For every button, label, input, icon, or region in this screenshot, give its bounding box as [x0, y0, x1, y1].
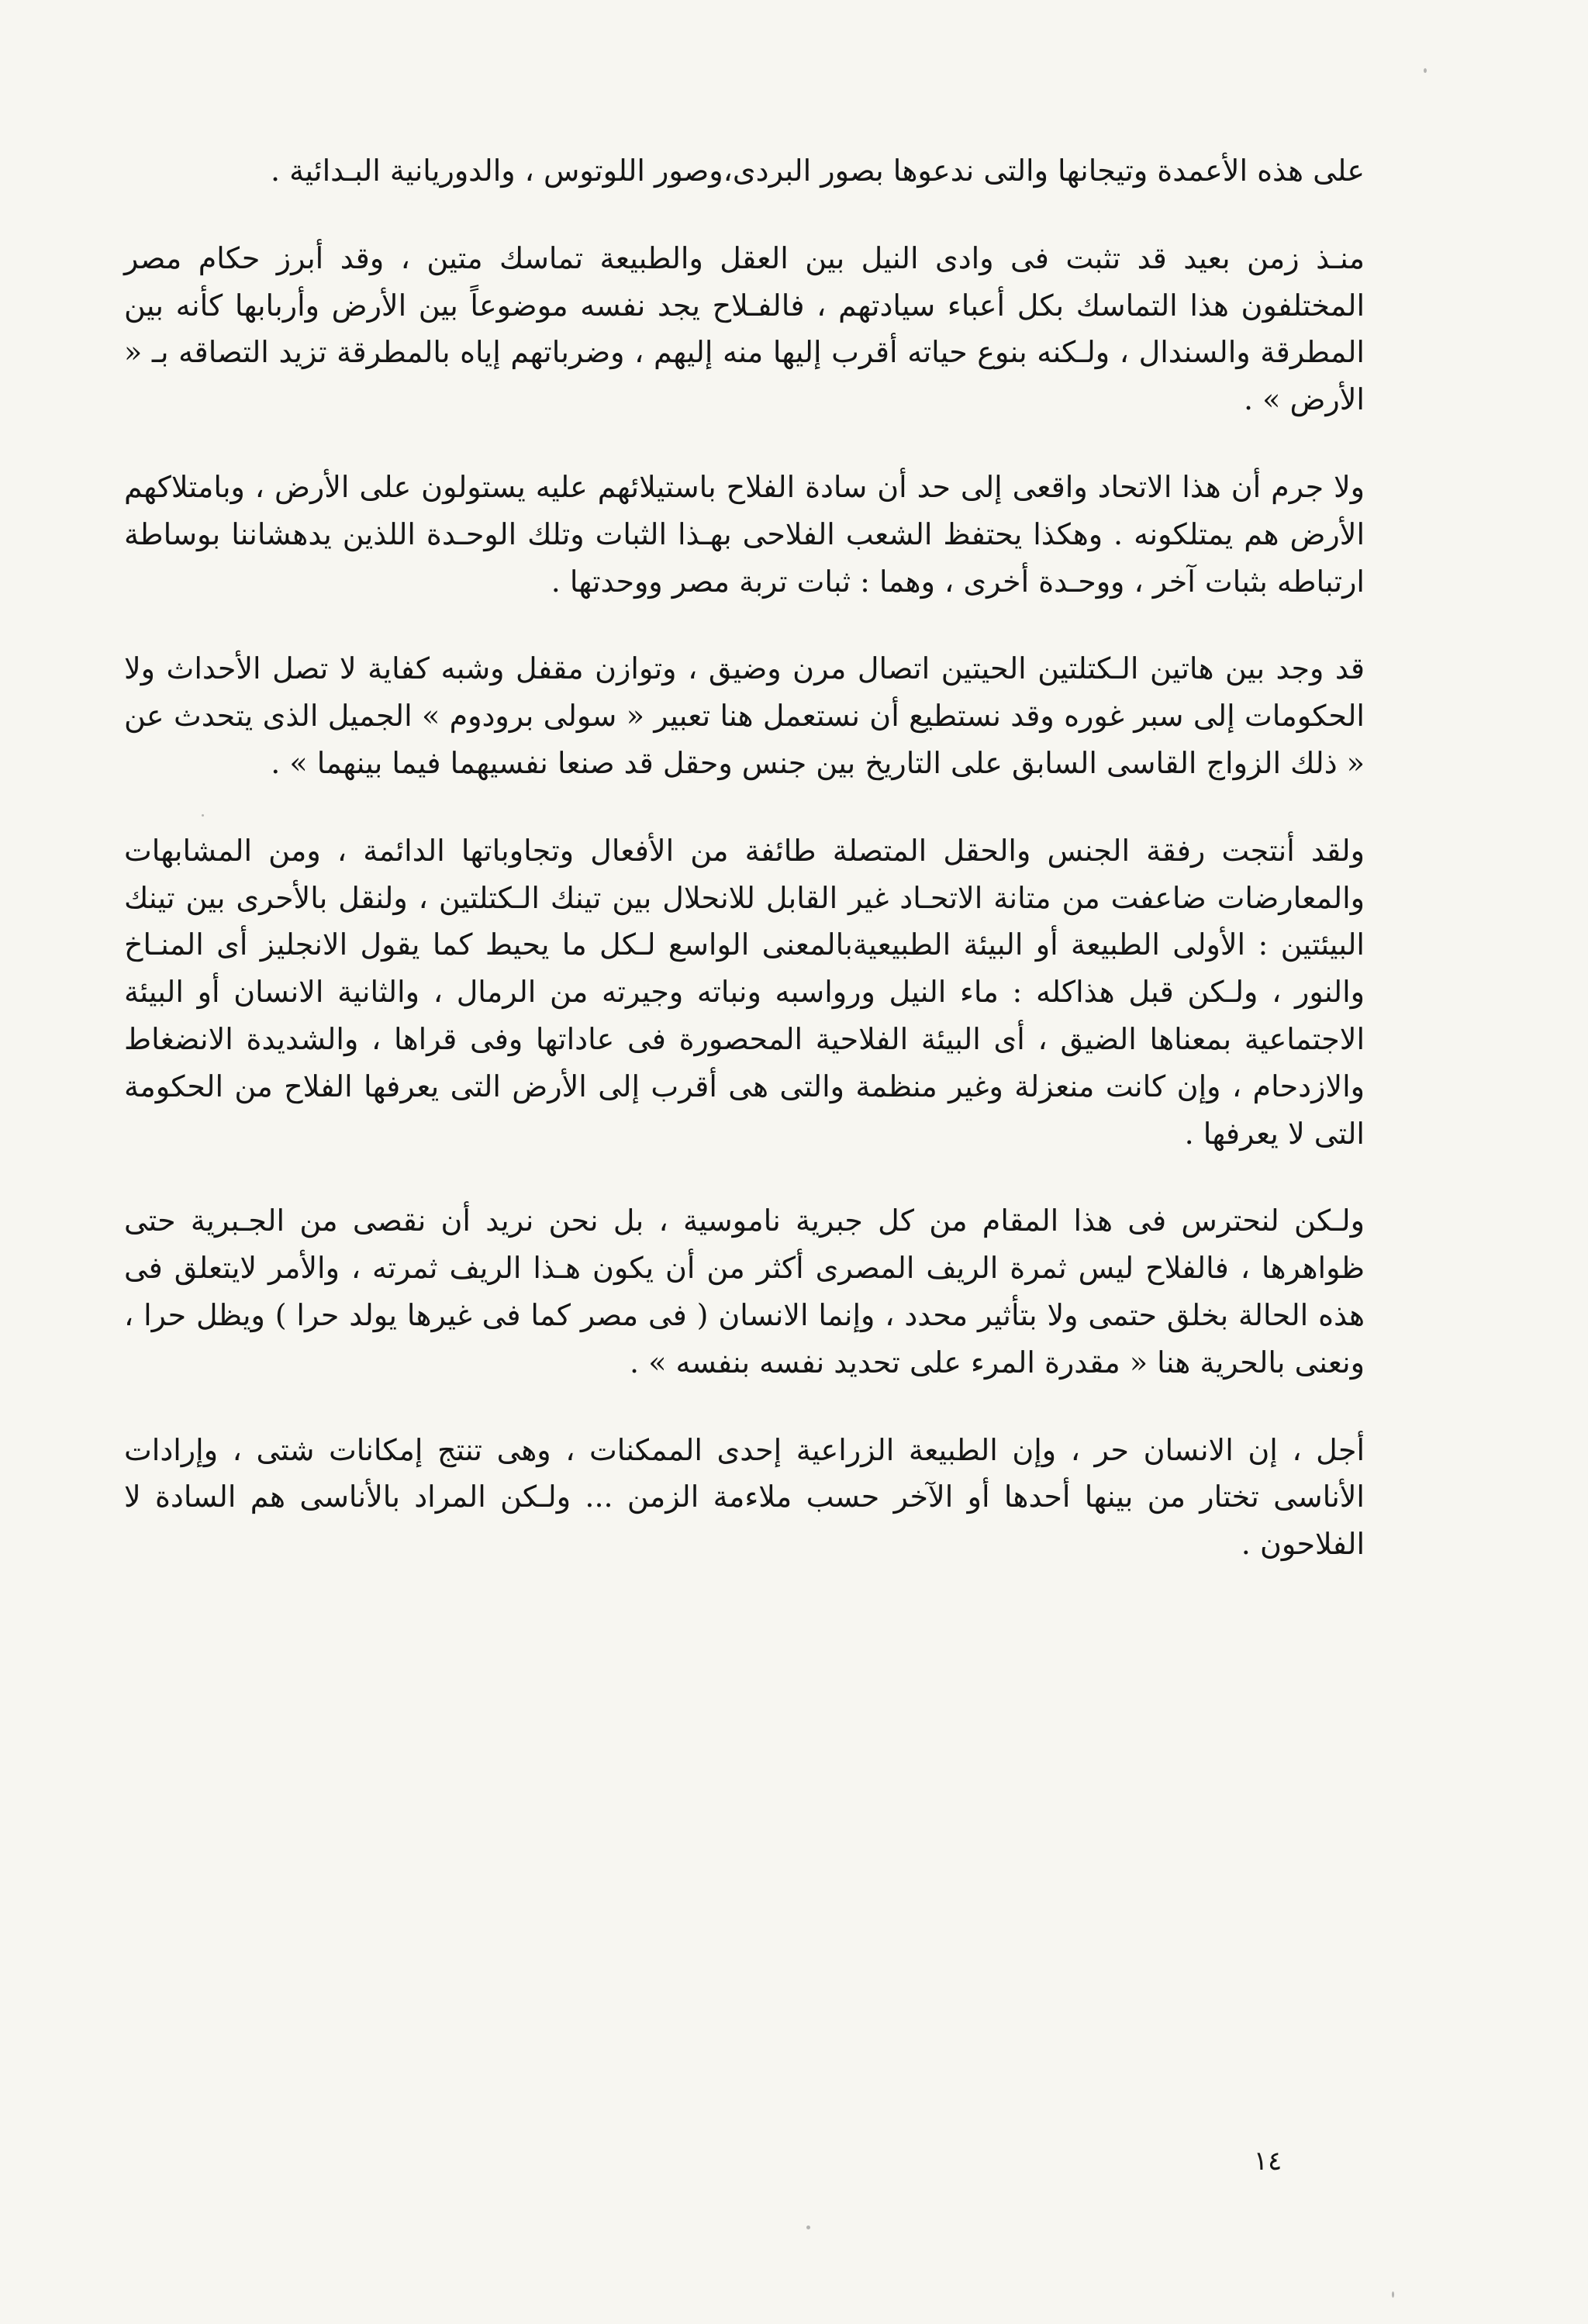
- paragraph-7: أجل ، إن الانسان حر ، وإن الطبيعة الزراعية إحدى الممكنات ، وهى تنتج إمكانات شتى ، وإرادات الأناسى تختار من بينها أحدها أو الآخر حسب ملاءمة الزمن ... ولـكن المراد بالأناسى هم السادة لا الفلاحون .: [124, 1432, 1365, 1562]
- body-text: [124, 147, 1365, 1608]
- scan-speck: [202, 814, 204, 817]
- paragraph-3: ولا جرم أن هذا الاتحاد واقعى إلى حد أن سادة الفلاح باستيلائهم عليه يستولون على الأرض ، وبامتلاكهم الأرض هم يمتلكونه . وهكذا يحتفظ الشعب الفلاحى بهـذا الثبات وتلك الوحـدة اللذين يدهشاننا بوساطة ارتباطه بثبات آخر ، ووحـدة أخرى ، وهما : ثبات تربة مصر ووحدتها .: [124, 469, 1365, 599]
- scan-speck: [1392, 2291, 1394, 2298]
- paragraph-1: على هذه الأعمدة وتيجانها والتى ندعوها بصور البردى،وصور اللوتوس ، والدوريانية البـدائية .: [271, 154, 1365, 188]
- paragraph-6: ولـكن لنحترس فى هذا المقام من كل جبرية ناموسية ، بل نحن نريد أن نقصى من الجـبرية حتى ظواهرها ، فالفلاح ليس ثمرة الريف المصرى أكثر من أن يكون هـذا الريف ثمرته ، والأمر لايتعلق فى هذه الحالة بخلق حتمى ولا بتأثير محدد ، وإنما الانسان ( فى مصر كما فى غيرها يولد حرا ) ويظل حرا ، ونعنى بالحرية هنا « مقدرة المرء على تحديد نفسه بنفسه » .: [124, 1203, 1365, 1380]
- paragraph-2: منـذ زمن بعيد قد تثبت فى وادى النيل بين العقل والطبيعة تماسك متين ، وقد أبرز حكام مصر المختلفون هذا التماسك بكل أعباء سيادتهم ، فالفـلاح يجد نفسه موضوعاً بين الأرض وأربابها كأنه بين المطرقة والسندال ، ولـكنه بنوع حياته أقرب إليها منه إليهم ، وضرباتهم إياه بالمطرقة تزيد التصاقه بـ « الأرض » .: [124, 240, 1365, 417]
- scan-speck: [1424, 68, 1427, 73]
- paragraph-4: قد وجد بين هاتين الـكتلتين الحيتين اتصال مرن وضيق ، وتوازن مقفل وشبه كفاية لا تصل الأحداث ولا الحكومات إلى سبر غوره وقد نستطيع أن نستعمل هنا تعبير « سولى برودوم » الجميل الذى يتحدث عن « ذلك الزواج القاسى السابق على التاريخ بين جنس وحقل قد صنعا نفسيهما فيما بينهما » .: [124, 651, 1365, 780]
- paragraph-5: ولقد أنتجت رفقة الجنس والحقل المتصلة طائفة من الأفعال وتجاوباتها الدائمة ، ومن المشابهات والمعارضات ضاعفت من متانة الاتحـاد غير القابل للانحلال بين تينك الـكتلتين ، ولنقل بالأحرى بين تينك البيئتين : الأولى الطبيعة أو البيئة الطبيعيةبالمعنى الواسع لـكل ما يحيط كما يقول الانجليز أى المنـاخ والنور ، ولـكن قبل هذاكله : ماء النيل ورواسبه ونباته وجيرته من الرمال ، والثانية الانسان أو البيئة الاجتماعية بمعناها الضيق ، أى البيئة الفلاحية المحصورة فى عاداتها وفى قراها ، والشديدة الانضغاط والازدحام ، وإن كانت منعزلة وغير منظمة والتى هى أقرب إلى الأرض التى يعرفها الفلاح من الحكومة التى لا يعرفها .: [124, 833, 1365, 1151]
- scan-speck: [806, 2226, 810, 2229]
- page-number: ١٤: [1253, 2146, 1282, 2177]
